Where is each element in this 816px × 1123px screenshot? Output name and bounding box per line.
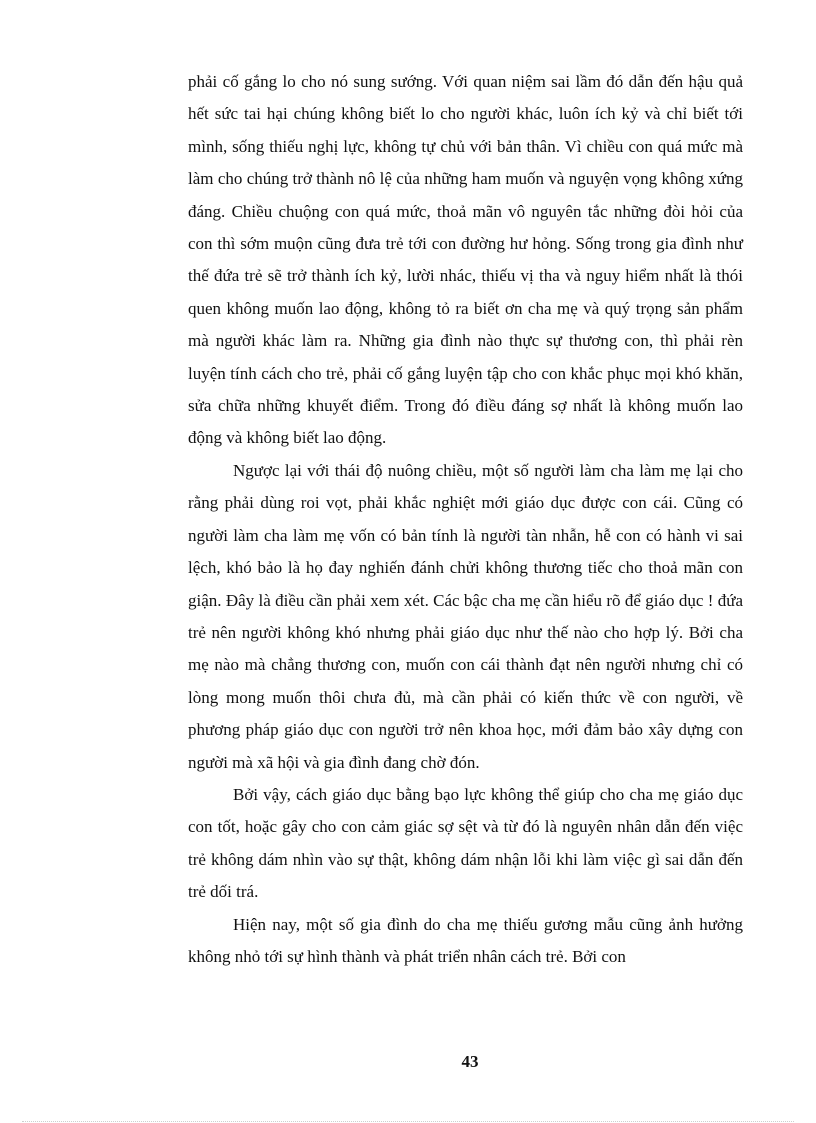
paragraph: phải cố gắng lo cho nó sung sướng. Với quan niệm sai lầm đó dẫn đến hậu quả hết sức tai hại chúng không biết lo cho người khác, luôn ích kỷ và chỉ biết tới mình, sống thiếu nghị lực, không tự chủ với bản thân. Vì chiều con quá mức mà làm cho chúng trở thành nô lệ của những ham muốn và nguyện vọng không xứng đáng. Chiều chuộng con quá mức, thoả mãn vô nguyên tắc những đòi hỏi của con thì sớm muộn cũng đưa trẻ tới con đường hư hỏng. Sống trong gia đình như thế đứa trẻ sẽ trở thành ích kỷ, lười nhác, thiếu vị tha và nguy hiểm nhất là thói quen không muốn lao động, không tỏ ra biết ơn cha mẹ và quý trọng sản phẩm mà người khác làm ra. Những gia đình nào thực sự thương con, thì phải rèn luyện tính cách cho trẻ, phải cố gắng luyện tập cho con khắc phục mọi khó khăn, sửa chữa những khuyết điểm. Trong đó điều đáng sợ nhất là không muốn lao động và không biết lao động. <box>188 72 743 448</box>
paragraph: Ngược lại với thái độ nuông chiều, một số người làm cha làm mẹ lại cho rằng phải dùng roi vọt, phải khắc nghiệt mới giáo dục được con cái. Cũng có người làm cha làm mẹ vốn có bản tính là người tàn nhẫn, hễ con có hành vi sai lệch, khó bảo là họ đay nghiến đánh chửi không thương tiếc cho thoả mãn con giận. Đây là điều cần phải xem xét. Các bậc cha mẹ cần hiểu rõ để giáo dục ! đứa trẻ nên người không khó nhưng phải giáo dục như thế nào cho hợp lý. Bởi cha mẹ nào mà chẳng thương con, muốn con cái thành đạt nên người nhưng chỉ có lòng mong muốn thôi chưa đủ, mà cần phải có kiến thức về con người, về phương pháp giáo dục con người trở nên khoa học, mới đảm bảo xây dựng con người mà xã hội và gia đình đang chờ đón. <box>188 460 743 772</box>
paragraph: Bởi vậy, cách giáo dục bằng bạo lực không thể giúp cho cha mẹ giáo dục con tốt, hoặc gây cho con cảm giác sợ sệt và từ đó là nguyên nhân dẫn đến việc trẻ không dám nhìn vào sự thật, không dám nhận lỗi khi làm việc gì sai dẫn đến trẻ dối trá. <box>188 784 743 902</box>
paragraph: Hiện nay, một số gia đình do cha mẹ thiếu gương mẫu cũng ảnh hưởng không nhỏ tới sự hình thành và phát triển nhân cách trẻ. Bởi con <box>188 914 743 966</box>
document-body <box>188 66 743 973</box>
page-divider <box>22 1121 794 1122</box>
page-number: 43 <box>461 1052 479 1071</box>
